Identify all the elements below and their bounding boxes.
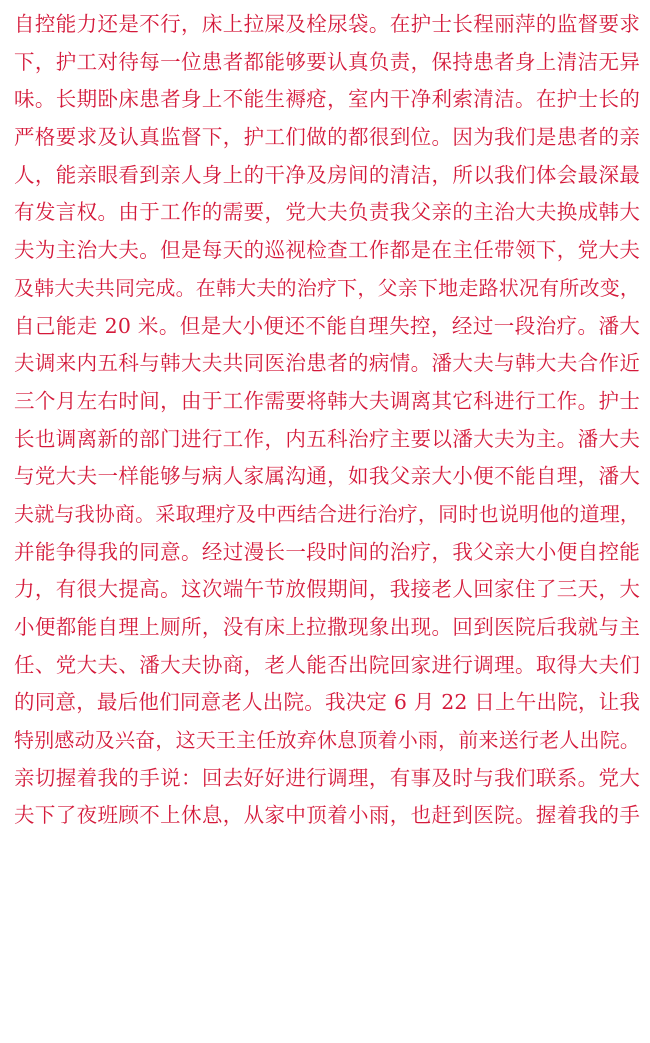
text-line: 自控能力还是不行，床上拉屎及栓尿袋。在护士长程丽萍的监督要求 bbox=[14, 12, 640, 36]
text-line: 力，有很大提高。这次端午节放假期间，我接老人回家住了三天，大 bbox=[14, 577, 640, 602]
text-line: 特别感动及兴奋，这天王主任放弃休息顶着小雨，前来送行老人出院。 bbox=[14, 728, 640, 753]
text-line: 小便都能自理上厕所，没有床上拉撒现象出现。回到医院后我就与主 bbox=[14, 615, 640, 639]
text-line: 与党大夫一样能够与病人家属沟通，如我父亲大小便不能自理，潘大 bbox=[14, 464, 640, 489]
text-line: 任、党大夫、潘大夫协商，老人能否出院回家进行调理。取得大夫们 bbox=[14, 652, 640, 677]
text-line: 人，能亲眼看到亲人身上的干净及房间的清洁，所以我们体会最深最 bbox=[14, 162, 640, 187]
text-line: 夫就与我协商。采取理疗及中西结合进行治疗，同时也说明他的道理， bbox=[14, 501, 640, 526]
text-line: 夫为主治大夫。但是每天的巡视检查工作都是在主任带领下，党大夫 bbox=[14, 238, 640, 263]
text-line: 长也调离新的部门进行工作，内五科治疗主要以潘大夫为主。潘大夫 bbox=[14, 426, 640, 451]
text-line: 夫下了夜班顾不上休息，从家中顶着小雨，也赶到医院。握着我的手 bbox=[14, 803, 640, 828]
text-line: 严格要求及认真监督下，护工们做的都很到位。因为我们是患者的亲 bbox=[14, 125, 640, 150]
text-line: 自己能走 20 米。但是大小便还不能自理失控，经过一段治疗。潘大 bbox=[14, 313, 640, 338]
text-line: 亲切握着我的手说：回去好好进行调理，有事及时与我们联系。党大 bbox=[14, 765, 640, 790]
text-line: 及韩大夫共同完成。在韩大夫的治疗下，父亲下地走路状况有所改变， bbox=[14, 275, 640, 300]
body-text bbox=[14, 6, 640, 835]
text-line: 三个月左右时间，由于工作需要将韩大夫调离其它科进行工作。护士 bbox=[14, 388, 640, 413]
text-line: 夫调来内五科与韩大夫共同医治患者的病情。潘大夫与韩大夫合作近 bbox=[14, 351, 640, 376]
text-line: 有发言权。由于工作的需要，党大夫负责我父亲的主治大夫换成韩大 bbox=[14, 200, 640, 225]
text-line: 下，护工对待每一位患者都能够要认真负责，保持患者身上清洁无异 bbox=[14, 49, 640, 74]
text-line: 的同意，最后他们同意老人出院。我决定 6 月 22 日上午出院，让我 bbox=[14, 690, 640, 715]
text-line: 味。长期卧床患者身上不能生褥疮，室内干净利索清洁。在护士长的 bbox=[14, 87, 640, 112]
text-line: 并能争得我的同意。经过漫长一段时间的治疗，我父亲大小便自控能 bbox=[14, 539, 640, 564]
